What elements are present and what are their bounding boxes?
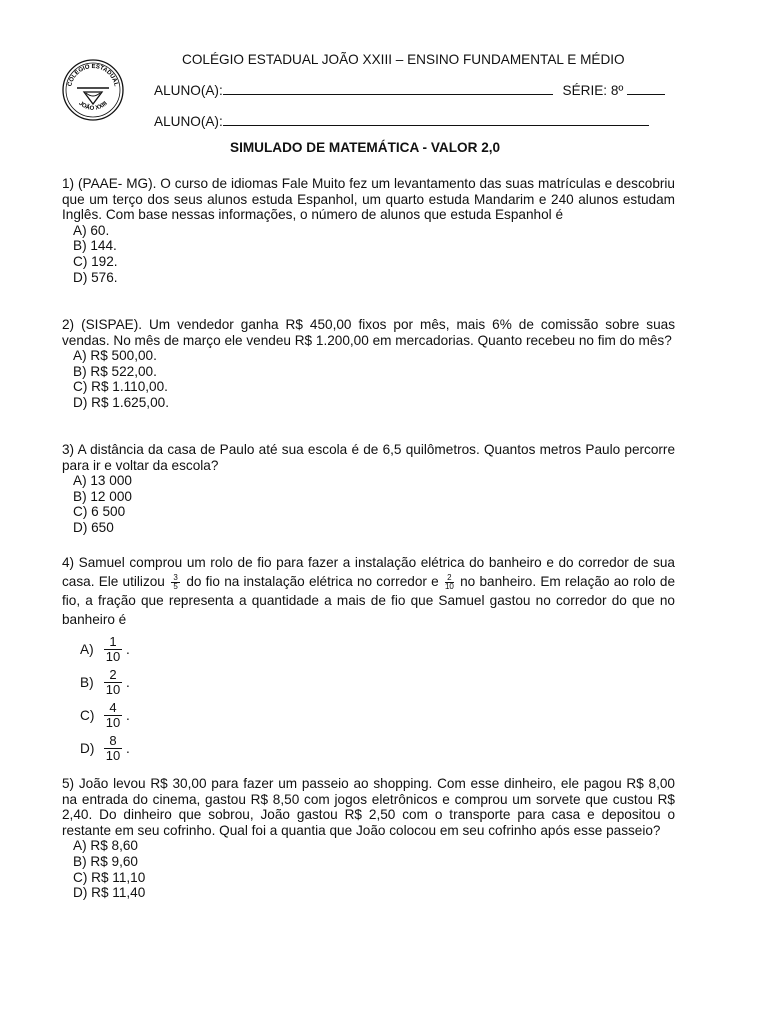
fraction-numerator: 2	[447, 572, 452, 582]
student-label-2: ALUNO(A):	[154, 114, 223, 129]
fraction-denominator: 10	[105, 649, 121, 664]
grade-label: SÉRIE: 8º	[562, 83, 624, 98]
question-5	[62, 776, 675, 901]
student-name-line-2	[154, 113, 649, 129]
student-name-line-1	[154, 82, 665, 98]
logo-bottom-text: JOÃO XXIII	[77, 100, 109, 112]
option-end: .	[126, 675, 130, 690]
student-name-field-2[interactable]	[223, 113, 649, 126]
option-fraction	[104, 701, 122, 730]
question-text	[62, 553, 675, 629]
option-fraction	[104, 635, 122, 664]
option-c[interactable]: C) R$ 11,10	[73, 869, 146, 885]
option-a[interactable]: A) 13 000	[73, 473, 132, 489]
option-c[interactable]: C) R$ 1.110,00.	[73, 379, 168, 395]
option-end: .	[126, 642, 130, 657]
fraction-numerator: 2	[109, 667, 117, 682]
option-d[interactable]: D) R$ 11,40	[73, 885, 146, 901]
fraction-denominator: 10	[105, 715, 121, 730]
option-end: .	[126, 741, 130, 756]
option-c[interactable]: C) 6 500	[73, 504, 126, 520]
option-b[interactable]: B) R$ 522,00.	[73, 363, 157, 379]
fraction-denominator: 10	[444, 581, 454, 591]
fraction-denominator: 10	[105, 748, 121, 763]
option-d[interactable]: D) R$ 1.625,00.	[73, 394, 169, 410]
question-1	[62, 176, 675, 285]
option-b[interactable]: B) 12 000	[73, 488, 132, 504]
option-c[interactable]	[62, 699, 675, 732]
exam-title: SIMULADO DE MATEMÁTICA - VALOR 2,0	[230, 140, 501, 155]
school-logo	[62, 52, 124, 128]
option-label: D)	[80, 741, 95, 756]
fraction-numerator: 4	[109, 700, 117, 715]
fraction-denominator: 10	[105, 682, 121, 697]
option-fraction	[104, 734, 122, 763]
question-3	[62, 442, 675, 536]
question-text-part-1: 4) Samuel comprou um rolo de fio para fazer a instalação elétrica do banheiro e do corredor de sua casa. Ele utilizou	[62, 555, 675, 589]
student-label-1: ALUNO(A):	[154, 83, 223, 98]
question-4	[62, 553, 675, 765]
fraction-numerator: 3	[173, 572, 178, 582]
fraction-numerator: 8	[109, 733, 117, 748]
fraction-inline-2	[445, 574, 454, 591]
option-b[interactable]	[62, 666, 675, 699]
option-a[interactable]: A) R$ 8,60	[73, 838, 138, 854]
question-2	[62, 317, 675, 411]
fraction-numerator: 1	[109, 634, 117, 649]
option-d[interactable]	[62, 732, 675, 765]
logo-top-text: COLÉGIO ESTADUAL	[67, 63, 119, 88]
question-text: 3) A distância da casa de Paulo até sua escola é de 6,5 quilômetros. Quantos metros Paulo percorre para ir e voltar da escola?	[62, 442, 675, 473]
grade-field[interactable]	[627, 82, 665, 95]
option-label: B)	[80, 675, 94, 690]
option-b[interactable]: B) 144.	[73, 238, 117, 254]
option-a[interactable]	[62, 633, 675, 666]
option-a[interactable]: A) 60.	[73, 222, 110, 238]
option-c[interactable]: C) 192.	[73, 253, 118, 269]
option-end: .	[126, 708, 130, 723]
option-a[interactable]: A) R$ 500,00.	[73, 348, 157, 364]
question-text: 5) João levou R$ 30,00 para fazer um passeio ao shopping. Com esse dinheiro, ele pagou R$ 8,00 na entrada do cinema, gastou R$ 8,50 com jogos eletrônicos e comprou um sorvete que custou R$ 2,40. Do dinheiro que sobrou, João gastou R$ 2,50 com o transporte para casa e depositou o restante em seu cofrinho. Qual foi a quantia que João colocou em seu cofrinho após esse passeio?	[62, 776, 675, 838]
option-d[interactable]: D) 650	[73, 519, 114, 535]
option-label: C)	[80, 708, 95, 723]
option-fraction	[104, 668, 122, 697]
question-text-part-2: do fio na instalação elétrica no corredor e	[186, 574, 439, 589]
question-text: 2) (SISPAE). Um vendedor ganha R$ 450,00 fixos por mês, mais 6% de comissão sobre suas vendas. No mês de março ele vendeu R$ 1.200,00 em mercadorias. Quanto recebeu no fim do mês?	[62, 317, 675, 348]
option-label: A)	[80, 642, 94, 657]
option-b[interactable]: B) R$ 9,60	[73, 853, 138, 869]
option-d[interactable]: D) 576.	[73, 269, 118, 285]
student-name-field-1[interactable]	[223, 82, 553, 95]
fraction-denominator: 5	[173, 581, 178, 591]
question-text-part-3: no banheiro. Em relação ao rolo de fio, a fração que representa a quantidade a mais de fio que Samuel gastou no corredor do que no banheiro é	[62, 574, 676, 627]
fraction-inline-1	[171, 574, 180, 591]
school-name: COLÉGIO ESTADUAL JOÃO XXIII – ENSINO FUNDAMENTAL E MÉDIO	[182, 52, 625, 67]
question-text: 1) (PAAE- MG). O curso de idiomas Fale Muito fez um levantamento das suas matrículas e descobriu que um terço dos seus alunos estuda Espanhol, um quarto estuda Mandarim e 240 alunos estudam Inglês. Com base nessas informações, o número de alunos que estuda Espanhol é	[62, 176, 675, 223]
